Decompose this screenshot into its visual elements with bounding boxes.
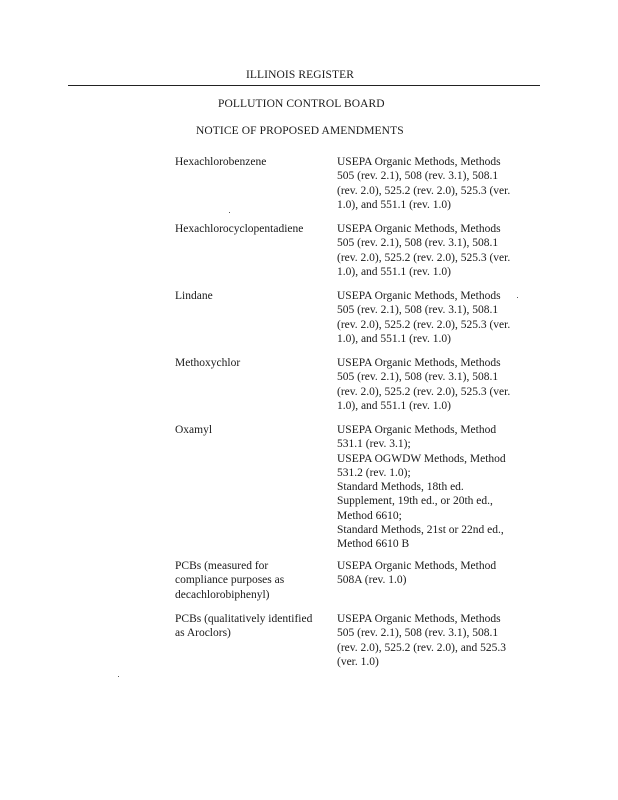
analytical-methods: USEPA Organic Methods, Methods 505 (rev. 2.1), 508 (rev. 3.1), 508.1 (rev. 2.0), 525.2 (rev. 2.0), and 525.3 (ver. 1.0) <box>337 613 507 668</box>
scan-speck <box>118 676 119 677</box>
analytical-methods: USEPA Organic Methods, Method 531.1 (rev. 3.1); USEPA OGWDW Methods, Method 531.2 (rev. 1.0); Standard Methods, 18th ed. Supplement, 19th ed., or 20th ed., Method 6610; Standard Methods, 21st or 22nd ed., Method 6610 B <box>337 424 506 551</box>
analytical-methods: USEPA Organic Methods, Methods 505 (rev. 2.1), 508 (rev. 3.1), 508.1 (rev. 2.0), 525.2 (rev. 2.0), 525.3 (ver. 1.0), and 551.1 (rev. 1.0) <box>337 357 511 412</box>
contaminant-name: Hexachlorobenzene <box>175 156 267 168</box>
header-rule <box>68 85 540 86</box>
contaminant-name: Methoxychlor <box>175 357 241 369</box>
analytical-methods: USEPA Organic Methods, Methods 505 (rev. 2.1), 508 (rev. 3.1), 508.1 (rev. 2.0), 525.2 (rev. 2.0), 525.3 (ver. 1.0), and 551.1 (rev. 1.0) <box>337 290 511 345</box>
scan-speck <box>517 297 518 298</box>
analytical-methods: USEPA Organic Methods, Methods 505 (rev. 2.1), 508 (rev. 3.1), 508.1 (rev. 2.0), 525.2 (rev. 2.0), 525.3 (ver. 1.0), and 551.1 (rev. 1.0) <box>337 156 511 211</box>
contaminant-name: PCBs (measured for compliance purposes as decachlorobiphenyl) <box>175 560 285 601</box>
contaminant-name: Oxamyl <box>175 424 213 436</box>
contaminant-name: PCBs (qualitatively identified as Aroclors) <box>175 613 313 640</box>
register-title: ILLINOIS REGISTER <box>246 69 355 81</box>
scan-speck <box>229 212 230 213</box>
notice-title: NOTICE OF PROPOSED AMENDMENTS <box>196 125 404 137</box>
contaminant-name: Hexachlorocyclopentadiene <box>175 223 304 235</box>
analytical-methods: USEPA Organic Methods, Methods 505 (rev. 2.1), 508 (rev. 3.1), 508.1 (rev. 2.0), 525.2 (rev. 2.0), 525.3 (ver. 1.0), and 551.1 (rev. 1.0) <box>337 223 511 278</box>
board-title: POLLUTION CONTROL BOARD <box>218 98 385 110</box>
analytical-methods: USEPA Organic Methods, Method 508A (rev. 1.0) <box>337 560 497 587</box>
contaminant-name: Lindane <box>175 290 213 302</box>
